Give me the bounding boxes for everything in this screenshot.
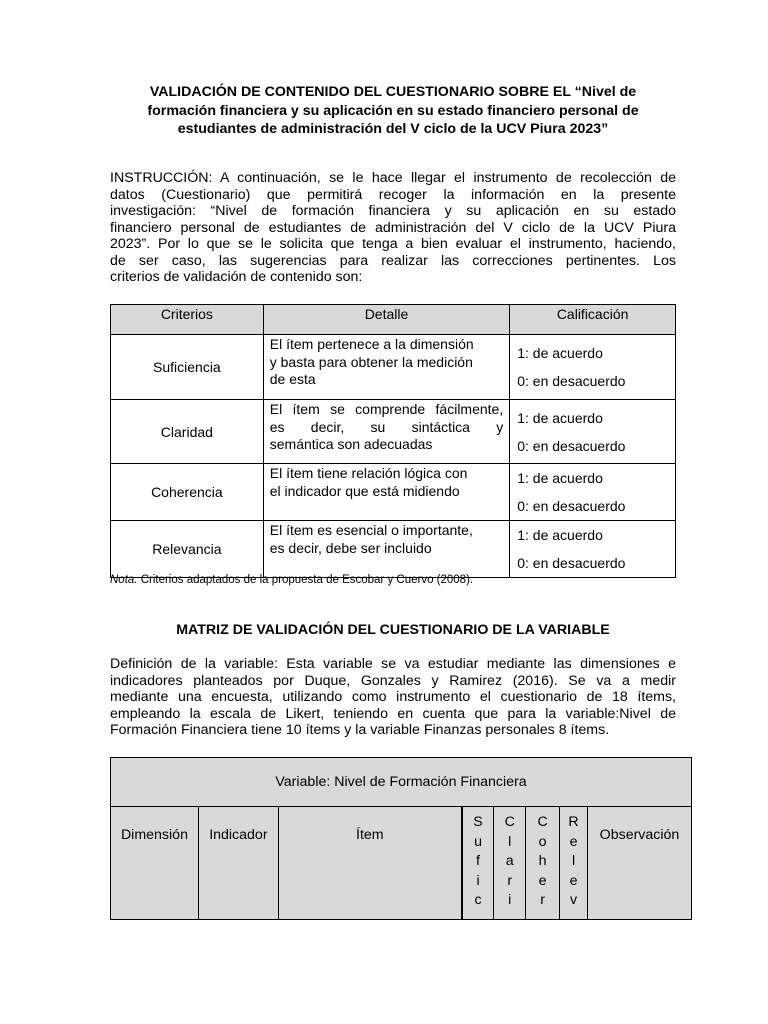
table-row [111, 400, 676, 464]
detalle-line: es decir, debe ser incluido [269, 539, 432, 556]
variable-header: Variable: Nivel de Formación Financiera [111, 758, 692, 807]
header-letter: S [473, 814, 483, 830]
calif-option: 1: de acuerdo [517, 345, 603, 361]
instruction-line: criterios de validación de contenido son: [110, 269, 363, 285]
header-letter: o [538, 833, 547, 850]
instruction-line: INSTRUCCIÓN: A continuación, se le hace llegar el instrumento de recolección de [110, 170, 676, 186]
calif-option: 1: de acuerdo [517, 470, 603, 486]
claridad-header [494, 807, 526, 920]
matrix-title: MATRIZ DE VALIDACIÓN DEL CUESTIONARIO DE LA VARIABLE [176, 622, 610, 638]
header-letter: h [538, 853, 547, 869]
calif-option: 0: en desacuerdo [517, 438, 626, 454]
table-row [111, 464, 676, 521]
calif-option: 0: en desacuerdo [517, 498, 626, 514]
calif-option: 0: en desacuerdo [517, 555, 626, 571]
note-label: Nota. [110, 574, 138, 586]
header-criterios: Criterios [111, 305, 264, 335]
detalle-line: semántica son adecuadas [269, 436, 433, 452]
header-letter: r [540, 892, 545, 908]
detalle-line: es decir, su sintáctica y [269, 418, 504, 435]
instruction-line: de ser caso, las sugerencias para realizar las correcciones pertinentes. Los [110, 252, 676, 269]
relevancia-header [560, 807, 588, 920]
detalle-line: El ítem pertenece a la dimensión [269, 336, 474, 352]
document-title [110, 83, 676, 139]
header-letter: e [569, 833, 578, 850]
observacion-header: Observación [588, 807, 692, 920]
detalle-line: El ítem tiene relación lógica con [269, 465, 468, 481]
criterio-cell: Relevancia [111, 521, 264, 578]
note-text: Criterios adaptados de la propuesta de Escobar y Cuervo (2008). [137, 574, 474, 586]
table-note [110, 574, 473, 586]
detalle-line: y basta para obtener la medición [269, 353, 473, 370]
criteria-header-row [111, 305, 676, 335]
header-letter: f [476, 853, 480, 869]
detalle-line: el indicador que está midiendo [269, 482, 460, 499]
definition-line: empleando la escala de Likert, teniendo en cuenta que para la variable:Nivel de [110, 705, 676, 722]
instruction-line: financiero personal de estudiantes de administración del V ciclo de la UCV Piura [110, 219, 676, 236]
definition-line: Formación Financiera tiene 10 ítems y la variable Finanzas personales 8 ítems. [110, 722, 610, 738]
definition-line: Definición de la variable: Esta variable se va estudiar mediante las dimensiones e [110, 656, 676, 672]
definition-line: indicadores planteados por Duque, Gonzales y Ramirez (2016). Se va a medir [110, 672, 676, 689]
header-letter: l [508, 833, 512, 850]
coherencia-header [526, 807, 560, 920]
header-letter: v [570, 892, 578, 908]
criterio-cell: Claridad [111, 400, 264, 464]
header-letter: r [507, 872, 513, 889]
instruction-line: datos (Cuestionario) que permitirá recoger la información en la presente [110, 186, 676, 203]
calificacion-cell [510, 521, 676, 578]
detalle-cell [263, 335, 509, 400]
calificacion-cell [510, 464, 676, 521]
detalle-line: El ítem es esencial o importante, [269, 522, 473, 538]
header-letter: u [474, 833, 482, 850]
calif-option: 1: de acuerdo [517, 410, 603, 426]
calif-option: 0: en desacuerdo [517, 373, 626, 389]
header-letter: C [504, 814, 515, 830]
calificacion-cell [510, 335, 676, 400]
title-line: VALIDACIÓN DE CONTENIDO DEL CUESTIONARIO SOBRE EL “Nivel de [149, 84, 637, 100]
detalle-cell [263, 521, 509, 578]
title-line: formación financiera y su aplicación en su estado financiero personal de [147, 102, 639, 119]
title-line: estudiantes de administración del V ciclo de la UCV Piura 2023” [177, 121, 609, 137]
criterio-cell: Suficiencia [111, 335, 264, 400]
header-calificacion: Calificación [510, 305, 676, 335]
definition-paragraph [110, 656, 676, 739]
instruction-paragraph [110, 170, 676, 286]
header-letter: i [508, 892, 512, 908]
criteria-table [110, 304, 676, 578]
suficiencia-header [462, 807, 494, 920]
detalle-line: El ítem se comprende fácilmente, [269, 401, 504, 417]
instruction-line: 2023”. Por lo que se le solicita que tenga a bien evaluar el instrumento, haciendo, [110, 236, 676, 252]
calificacion-cell [510, 400, 676, 464]
instruction-line: investigación: “Nivel de formación financiera y su aplicación en su estado [110, 203, 676, 219]
header-letter: R [568, 814, 579, 830]
item-header: Ítem [278, 807, 461, 920]
indicador-header: Indicador [198, 807, 278, 920]
header-letter: i [476, 872, 480, 889]
header-letter: e [569, 872, 578, 889]
validation-matrix [110, 757, 692, 920]
table-row [111, 335, 676, 400]
criterio-cell: Coherencia [111, 464, 264, 521]
header-letter: l [571, 853, 576, 869]
detalle-cell [263, 464, 509, 521]
detalle-line: de esta [269, 371, 316, 387]
definition-line: mediante una encuesta, utilizando como instrumento el cuestionario de 18 ítems, [110, 689, 676, 705]
dimension-header: Dimensión [111, 807, 199, 920]
calif-option: 1: de acuerdo [517, 527, 603, 543]
header-letter: C [537, 814, 548, 830]
header-letter: c [474, 892, 482, 908]
header-detalle: Detalle [263, 305, 509, 335]
detalle-cell [263, 400, 509, 464]
table-row [111, 521, 676, 578]
header-letter: e [538, 872, 547, 889]
header-letter: a [505, 853, 514, 869]
